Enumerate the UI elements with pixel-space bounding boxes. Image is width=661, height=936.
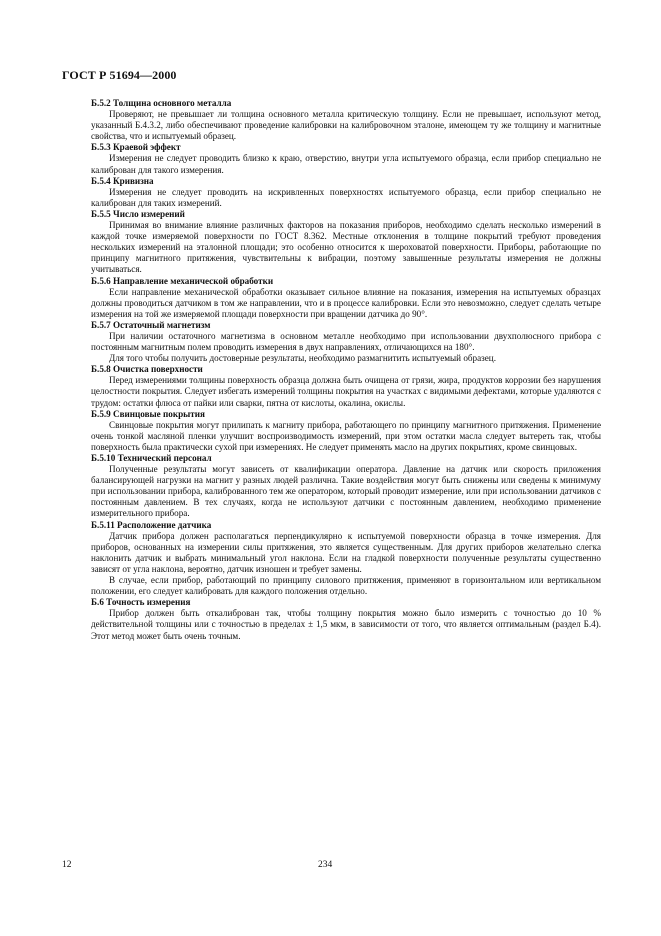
section-heading: Б.6 Точность измерения <box>91 597 191 608</box>
document-header: ГОСТ Р 51694—2000 <box>62 68 177 82</box>
section-paragraph: Для того чтобы получить достоверные результаты, необходимо размагнитить испытуемый образец. <box>109 353 496 364</box>
page-number-center: 234 <box>318 860 333 870</box>
section-paragraph: При наличии остаточного магнетизма в основном металле необходимо при использовании двухполюсного прибора с постоянным магнитным полем проводить измерения в двух направлениях, отличающихся на 180°. <box>91 330 601 353</box>
section-paragraph: Проверяют, не превышает ли толщина основного металла критическую толщину. Если не превышает, используют метод, указанный Б.4.3.2, либо обеспечивают проведение калибровки на калибровочном эталоне, имеющем ту же толщину и магнитные свойства, что и испытуемый образец. <box>91 109 601 142</box>
section-heading: Б.5.2 Толщина основного металла <box>91 98 232 108</box>
section-paragraph: В случае, если прибор, работающий по принципу силового притяжения, применяют в горизонтальном или вертикальном положении, его следует калибровать для каждого положения отдельно. <box>91 575 601 597</box>
section-heading: Б.5.4 Кривизна <box>91 175 154 186</box>
section-paragraph: Перед измерениями толщины поверхность образца должна быть очищена от грязи, жира, продуктов коррозии без нарушения целостности покрытия. Следует избегать измерений толщины покрытия на участках с видимыми дефектами, которые удаляются с трудом: остатки флюса от пайки или сварки, пятна от кислоты, окалина, окислы. <box>91 375 601 408</box>
section-paragraph: Датчик прибора должен располагаться перпендикулярно к испытуемой поверхности образца в точке измерения. Для приборов, основанных на измерении силы притяжения, это является существенным. Для других приборов желательно слегка наклонить датчик и выбрать минимальный угол наклона. Если на гладкой поверхности полученные результаты существенно зависят от угла наклона, вероятно, датчик изношен и требует замены. <box>91 530 601 574</box>
section-paragraph: Если направление механической обработки оказывает сильное влияние на показания, измерения на испытуемых образцах должны проводиться датчиком в том же направлении, что и в процессе калибровки. Если это невозможно, следует сделать четыре измерения на той же измеряемой площади поверхности при вращении датчика до 90°. <box>91 286 601 319</box>
document-body <box>91 98 601 642</box>
section-heading: Б.5.3 Краевой эффект <box>91 142 181 153</box>
section-heading: Б.5.6 Направление механической обработки <box>91 275 274 286</box>
page-number-left: 12 <box>62 860 72 870</box>
section-paragraph: Свинцовые покрытия могут прилипать к магниту прибора, работающего по принципу магнитного притяжения. Применение очень тонкой масляной пленки улучшит воспроизводимость измерений, при этом остатки масла следует вытереть так, чтобы поверхность была практически сухой при измерениях. Не следует применять масло на других покрытиях, кроме свинцовых. <box>91 419 601 452</box>
section-heading: Б.5.5 Число измерений <box>91 208 185 219</box>
section-heading: Б.5.10 Технический персонал <box>91 453 212 463</box>
section-heading: Б.5.7 Остаточный магнетизм <box>91 319 211 330</box>
section-paragraph: Принимая во внимание влияние различных факторов на показания приборов, необходимо сделать несколько измерений в каждой точке измеряемой поверхности по ГОСТ 8.362. Местные отклонения в толщине покрытий требуют проведения нескольких измерений на эталонной площади; это особенно относится к шероховатой поверхности. Приборы, работающие по принципу магнитного притяжения, чувствительны к вибрации, поэтому завышенные результаты измерения не должны учитываться. <box>91 220 601 275</box>
section-paragraph: Измерения не следует проводить близко к краю, отверстию, внутри угла испытуемого образца, если прибор специально не калиброван для такого измерения. <box>91 153 601 175</box>
section-heading: Б.5.11 Расположение датчика <box>91 519 212 530</box>
section-paragraph: Полученные результаты могут зависеть от квалификации оператора. Давление на датчик или скорость приложения балансирующей нагрузки на магнит у разных людей различна. Такие воздействия могут быть снижены или сведены к минимуму при использовании прибора, калиброванного тем же оператором, который проводит измерение, или при использовании датчиков с постоянным давлением. В тех случаях, когда не используют датчики с постоянным давлением, необходимо применение измерительного прибора. <box>91 464 601 519</box>
section-heading: Б.5.9 Свинцовые покрытия <box>91 408 205 419</box>
section-paragraph: Измерения не следует проводить на искривленных поверхностях испытуемого образца, если прибор специально не калиброван для таких измерений. <box>91 186 601 208</box>
section-paragraph: Прибор должен быть откалиброван так, чтобы толщину покрытия можно было измерить с точностью до 10 % действительной толщины или с точностью в пределах ± 1,5 мкм, в зависимости от того, что является оптимальным (раздел Б.4). Этот метод может быть очень точным. <box>91 608 601 641</box>
section-heading: Б.5.8 Очистка поверхности <box>91 364 203 375</box>
